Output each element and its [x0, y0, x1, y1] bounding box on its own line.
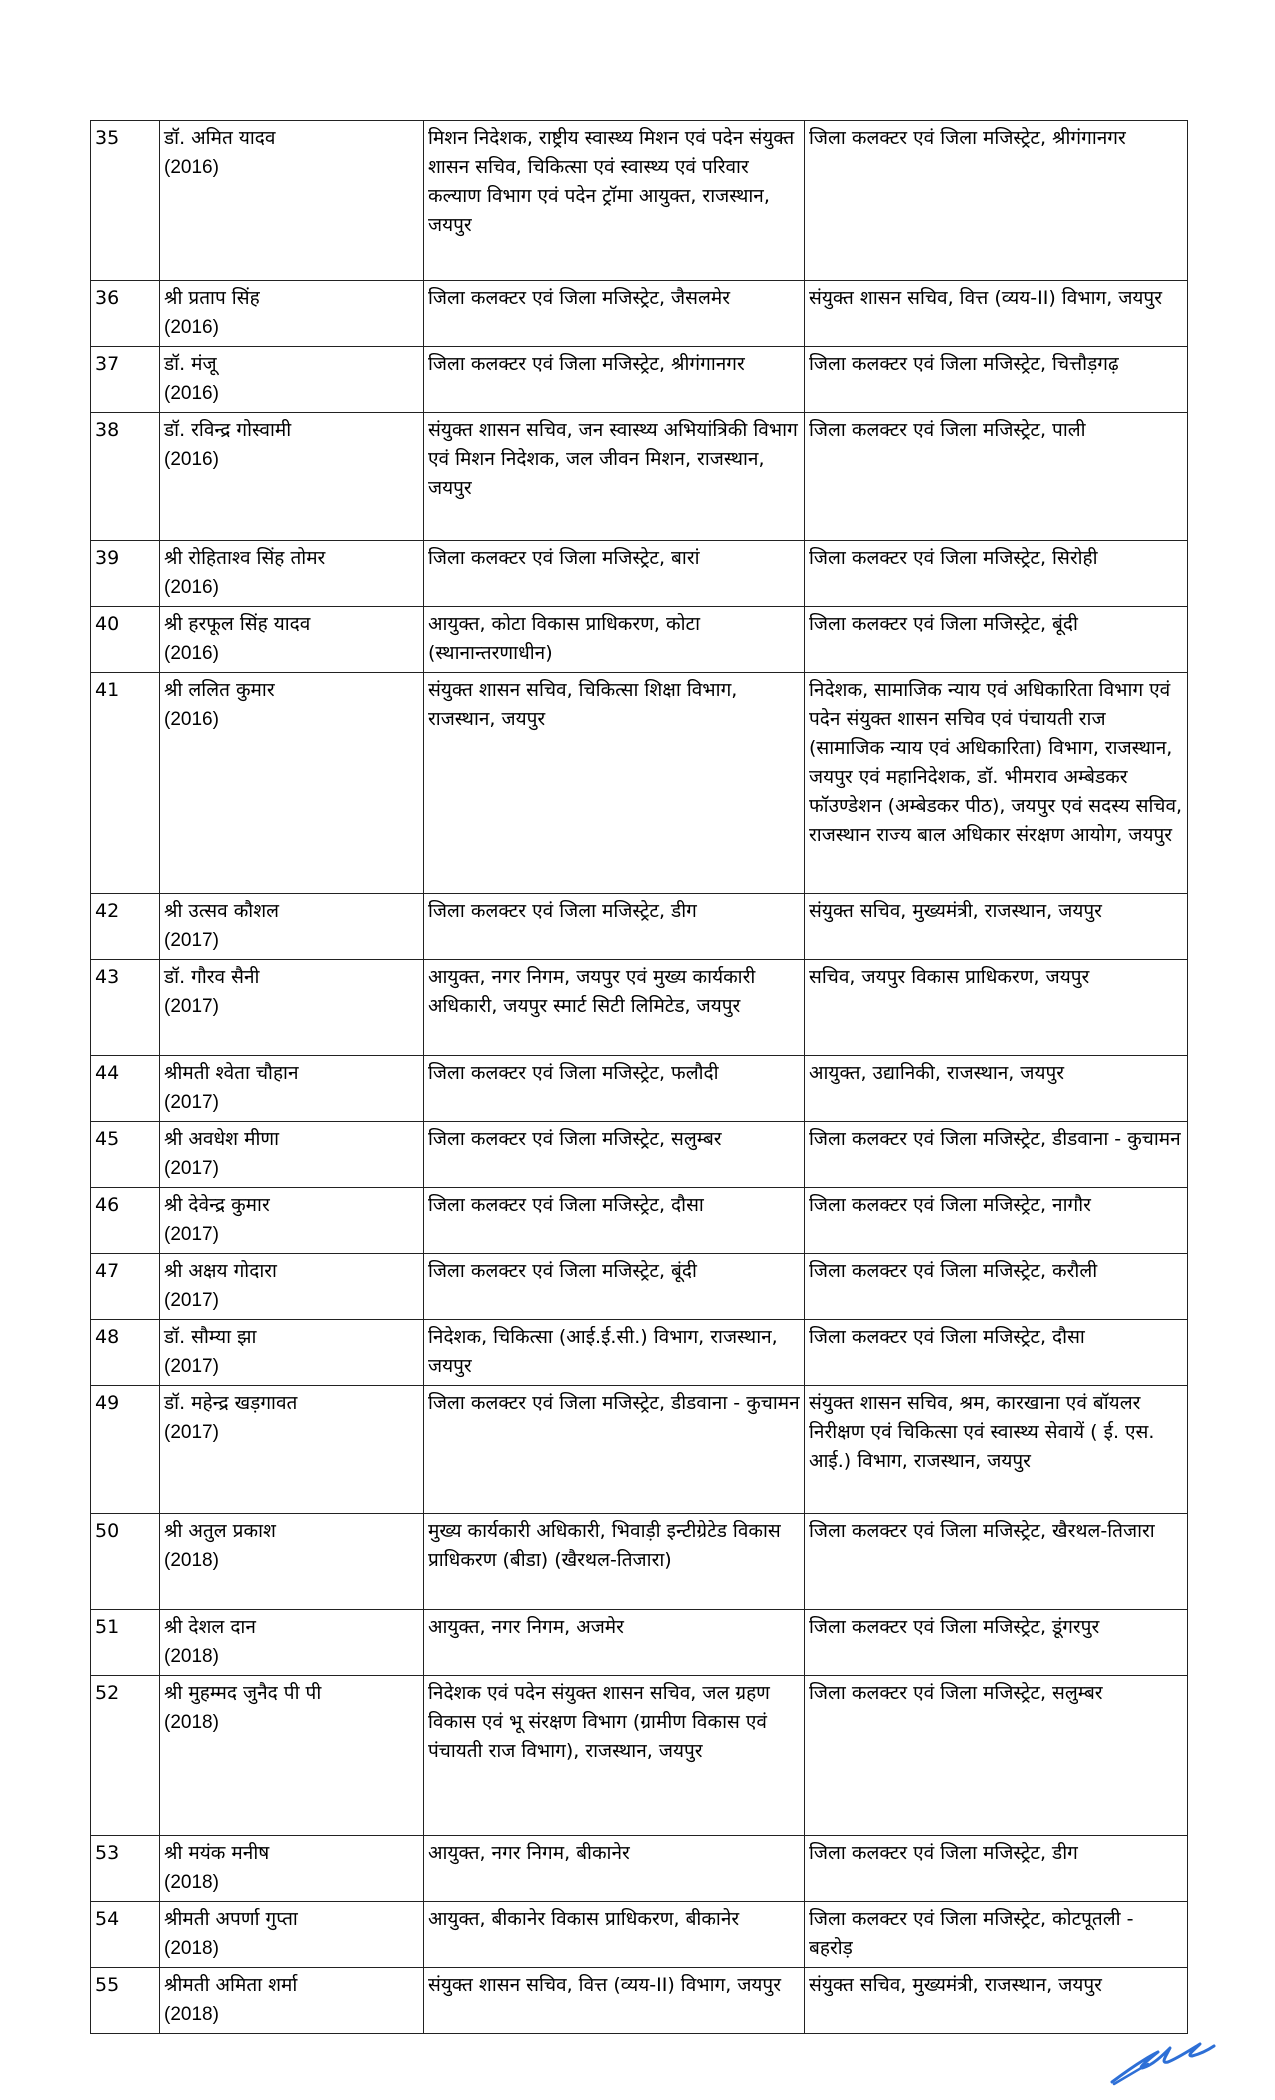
officer-name: श्री मुहम्मद जुनैद पी पी: [164, 1682, 322, 1704]
current-posting: जिला कलक्टर एवं जिला मजिस्ट्रेट, जैसलमेर: [424, 281, 805, 347]
new-posting: जिला कलक्टर एवं जिला मजिस्ट्रेट, चित्तौड़गढ़: [805, 347, 1188, 413]
table-row: [91, 1386, 1188, 1514]
current-posting: निदेशक एवं पदेन संयुक्त शासन सचिव, जल ग्रहण विकास एवं भू संरक्षण विभाग (ग्रामीण विकास एवं पंचायती राज विभाग), राजस्थान, जयपुर: [424, 1676, 805, 1836]
new-posting: जिला कलक्टर एवं जिला मजिस्ट्रेट, डीग: [805, 1836, 1188, 1902]
table-row: [91, 1056, 1188, 1122]
batch-year: (2018): [164, 1646, 219, 1667]
new-posting: जिला कलक्टर एवं जिला मजिस्ट्रेट, नागौर: [805, 1188, 1188, 1254]
serial-number: 45: [91, 1122, 160, 1188]
current-posting: जिला कलक्टर एवं जिला मजिस्ट्रेट, डीडवाना - कुचामन: [424, 1386, 805, 1514]
current-posting: मुख्य कार्यकारी अधिकारी, भिवाड़ी इन्टीग्रेटेड विकास प्राधिकरण (बीडा) (खैरथल-तिजारा): [424, 1514, 805, 1610]
officer-cell: [160, 960, 424, 1056]
current-posting: जिला कलक्टर एवं जिला मजिस्ट्रेट, सलुम्बर: [424, 1122, 805, 1188]
new-posting: जिला कलक्टर एवं जिला मजिस्ट्रेट, खैरथल-तिजारा: [805, 1514, 1188, 1610]
serial-number: 40: [91, 607, 160, 673]
officer-cell: [160, 673, 424, 894]
batch-year: (2018): [164, 1872, 219, 1893]
new-posting: जिला कलक्टर एवं जिला मजिस्ट्रेट, डीडवाना - कुचामन: [805, 1122, 1188, 1188]
serial-number: 47: [91, 1254, 160, 1320]
table-row: [91, 894, 1188, 960]
serial-number: 51: [91, 1610, 160, 1676]
table-row: [91, 347, 1188, 413]
officer-name: डॉ. महेन्द्र खड़गावत: [164, 1392, 298, 1414]
current-posting: जिला कलक्टर एवं जिला मजिस्ट्रेट, फलौदी: [424, 1056, 805, 1122]
officer-name: श्री अतुल प्रकाश: [164, 1520, 276, 1542]
new-posting: जिला कलक्टर एवं जिला मजिस्ट्रेट, दौसा: [805, 1320, 1188, 1386]
officer-name: डॉ. रविन्द्र गोस्वामी: [164, 419, 292, 441]
officer-name: श्री देशल दान: [164, 1616, 256, 1638]
officer-name: श्री उत्सव कौशल: [164, 900, 280, 922]
officer-cell: [160, 607, 424, 673]
officer-name: श्रीमती अमिता शर्मा: [164, 1974, 298, 1996]
new-posting: जिला कलक्टर एवं जिला मजिस्ट्रेट, सलुम्बर: [805, 1676, 1188, 1836]
table-row: [91, 413, 1188, 541]
table-row: [91, 1676, 1188, 1836]
current-posting: मिशन निदेशक, राष्ट्रीय स्वास्थ्य मिशन एवं पदेन संयुक्त शासन सचिव, चिकित्सा एवं स्वास्थ्य एवं परिवार कल्याण विभाग एवं पदेन ट्रॉमा आयुक्त, राजस्थान, जयपुर: [424, 121, 805, 281]
officer-name: श्री ललित कुमार: [164, 679, 275, 701]
officer-cell: [160, 121, 424, 281]
current-posting: जिला कलक्टर एवं जिला मजिस्ट्रेट, श्रीगंगानगर: [424, 347, 805, 413]
officer-cell: [160, 1188, 424, 1254]
serial-number: 53: [91, 1836, 160, 1902]
current-posting: संयुक्त शासन सचिव, चिकित्सा शिक्षा विभाग, राजस्थान, जयपुर: [424, 673, 805, 894]
officer-name: डॉ. सौम्या झा: [164, 1326, 257, 1348]
transfer-table-body: [91, 121, 1188, 2034]
new-posting: जिला कलक्टर एवं जिला मजिस्ट्रेट, श्रीगंगानगर: [805, 121, 1188, 281]
officer-name: श्री हरफूल सिंह यादव: [164, 613, 311, 635]
batch-year: (2017): [164, 1224, 219, 1245]
table-row: [91, 1122, 1188, 1188]
officer-name: श्री देवेन्द्र कुमार: [164, 1194, 270, 1216]
serial-number: 37: [91, 347, 160, 413]
new-posting: संयुक्त सचिव, मुख्यमंत्री, राजस्थान, जयपुर: [805, 1968, 1188, 2034]
batch-year: (2016): [164, 449, 219, 470]
new-posting: जिला कलक्टर एवं जिला मजिस्ट्रेट, डूंगरपुर: [805, 1610, 1188, 1676]
officer-name: डॉ. अमित यादव: [164, 127, 276, 149]
table-row: [91, 1902, 1188, 1968]
batch-year: (2016): [164, 157, 219, 178]
batch-year: (2016): [164, 643, 219, 664]
serial-number: 41: [91, 673, 160, 894]
officer-name: श्री प्रताप सिंह: [164, 287, 260, 309]
table-row: [91, 281, 1188, 347]
transfer-table: [90, 120, 1188, 2034]
batch-year: (2017): [164, 1356, 219, 1377]
new-posting: जिला कलक्टर एवं जिला मजिस्ट्रेट, पाली: [805, 413, 1188, 541]
officer-name: श्रीमती अपर्णा गुप्ता: [164, 1908, 298, 1930]
table-row: [91, 960, 1188, 1056]
officer-cell: [160, 1968, 424, 2034]
batch-year: (2018): [164, 2004, 219, 2025]
serial-number: 38: [91, 413, 160, 541]
serial-number: 44: [91, 1056, 160, 1122]
serial-number: 39: [91, 541, 160, 607]
officer-cell: [160, 894, 424, 960]
table-row: [91, 541, 1188, 607]
new-posting: सचिव, जयपुर विकास प्राधिकरण, जयपुर: [805, 960, 1188, 1056]
table-row: [91, 1254, 1188, 1320]
new-posting: जिला कलक्टर एवं जिला मजिस्ट्रेट, सिरोही: [805, 541, 1188, 607]
officer-name: श्री अवधेश मीणा: [164, 1128, 280, 1150]
batch-year: (2017): [164, 1422, 219, 1443]
officer-name: श्री मयंक मनीष: [164, 1842, 270, 1864]
current-posting: आयुक्त, कोटा विकास प्राधिकरण, कोटा (स्थानान्तरणाधीन): [424, 607, 805, 673]
officer-name: श्रीमती श्वेता चौहान: [164, 1062, 299, 1084]
new-posting: जिला कलक्टर एवं जिला मजिस्ट्रेट, बूंदी: [805, 607, 1188, 673]
officer-cell: [160, 1514, 424, 1610]
table-row: [91, 607, 1188, 673]
serial-number: 48: [91, 1320, 160, 1386]
officer-cell: [160, 1610, 424, 1676]
new-posting: आयुक्त, उद्यानिकी, राजस्थान, जयपुर: [805, 1056, 1188, 1122]
serial-number: 52: [91, 1676, 160, 1836]
serial-number: 35: [91, 121, 160, 281]
batch-year: (2017): [164, 1290, 219, 1311]
current-posting: जिला कलक्टर एवं जिला मजिस्ट्रेट, दौसा: [424, 1188, 805, 1254]
officer-cell: [160, 347, 424, 413]
batch-year: (2017): [164, 996, 219, 1017]
serial-number: 50: [91, 1514, 160, 1610]
officer-cell: [160, 1254, 424, 1320]
current-posting: निदेशक, चिकित्सा (आई.ई.सी.) विभाग, राजस्थान, जयपुर: [424, 1320, 805, 1386]
serial-number: 46: [91, 1188, 160, 1254]
table-row: [91, 1188, 1188, 1254]
batch-year: (2016): [164, 709, 219, 730]
current-posting: आयुक्त, नगर निगम, बीकानेर: [424, 1836, 805, 1902]
current-posting: जिला कलक्टर एवं जिला मजिस्ट्रेट, डीग: [424, 894, 805, 960]
current-posting: जिला कलक्टर एवं जिला मजिस्ट्रेट, बारां: [424, 541, 805, 607]
serial-number: 55: [91, 1968, 160, 2034]
officer-name: श्री अक्षय गोदारा: [164, 1260, 277, 1282]
serial-number: 43: [91, 960, 160, 1056]
table-row: [91, 1514, 1188, 1610]
table-row: [91, 1610, 1188, 1676]
officer-cell: [160, 281, 424, 347]
batch-year: (2016): [164, 577, 219, 598]
batch-year: (2018): [164, 1938, 219, 1959]
current-posting: आयुक्त, नगर निगम, अजमेर: [424, 1610, 805, 1676]
officer-cell: [160, 541, 424, 607]
serial-number: 49: [91, 1386, 160, 1514]
officer-name: डॉ. गौरव सैनी: [164, 966, 260, 988]
table-row: [91, 1836, 1188, 1902]
officer-cell: [160, 1676, 424, 1836]
officer-cell: [160, 1836, 424, 1902]
officer-cell: [160, 413, 424, 541]
batch-year: (2017): [164, 1092, 219, 1113]
signature-icon: [1108, 2038, 1218, 2086]
officer-cell: [160, 1386, 424, 1514]
officer-cell: [160, 1902, 424, 1968]
document-page: [90, 120, 1188, 2034]
new-posting: निदेशक, सामाजिक न्याय एवं अधिकारिता विभाग एवं पदेन संयुक्त शासन सचिव एवं पंचायती राज (सामाजिक न्याय एवं अधिकारिता) विभाग, राजस्थान, जयपुर एवं महानिदेशक, डॉ. भीमराव अम्बेडकर फॉउण्डेशन (अम्बेडकर पीठ), जयपुर एवं सदस्य सचिव, राजस्थान राज्य बाल अधिकार संरक्षण आयोग, जयपुर: [805, 673, 1188, 894]
new-posting: संयुक्त सचिव, मुख्यमंत्री, राजस्थान, जयपुर: [805, 894, 1188, 960]
new-posting: जिला कलक्टर एवं जिला मजिस्ट्रेट, करौली: [805, 1254, 1188, 1320]
new-posting: संयुक्त शासन सचिव, वित्त (व्यय-II) विभाग, जयपुर: [805, 281, 1188, 347]
current-posting: संयुक्त शासन सचिव, जन स्वास्थ्य अभियांत्रिकी विभाग एवं मिशन निदेशक, जल जीवन मिशन, राजस्थान, जयपुर: [424, 413, 805, 541]
officer-cell: [160, 1122, 424, 1188]
new-posting: संयुक्त शासन सचिव, श्रम, कारखाना एवं बॉयलर निरीक्षण एवं चिकित्सा एवं स्वास्थ्य सेवायें ( ई. एस. आई.) विभाग, राजस्थान, जयपुर: [805, 1386, 1188, 1514]
table-row: [91, 1968, 1188, 2034]
serial-number: 36: [91, 281, 160, 347]
current-posting: आयुक्त, नगर निगम, जयपुर एवं मुख्य कार्यकारी अधिकारी, जयपुर स्मार्ट सिटी लिमिटेड, जयपुर: [424, 960, 805, 1056]
batch-year: (2018): [164, 1712, 219, 1733]
batch-year: (2016): [164, 383, 219, 404]
officer-name: श्री रोहिताश्व सिंह तोमर: [164, 547, 326, 569]
serial-number: 42: [91, 894, 160, 960]
officer-cell: [160, 1056, 424, 1122]
current-posting: जिला कलक्टर एवं जिला मजिस्ट्रेट, बूंदी: [424, 1254, 805, 1320]
batch-year: (2017): [164, 1158, 219, 1179]
table-row: [91, 673, 1188, 894]
officer-name: डॉ. मंजू: [164, 353, 217, 375]
table-row: [91, 121, 1188, 281]
batch-year: (2018): [164, 1550, 219, 1571]
serial-number: 54: [91, 1902, 160, 1968]
officer-cell: [160, 1320, 424, 1386]
batch-year: (2016): [164, 317, 219, 338]
batch-year: (2017): [164, 930, 219, 951]
new-posting: जिला कलक्टर एवं जिला मजिस्ट्रेट, कोटपूतली - बहरोड़: [805, 1902, 1188, 1968]
current-posting: आयुक्त, बीकानेर विकास प्राधिकरण, बीकानेर: [424, 1902, 805, 1968]
current-posting: संयुक्त शासन सचिव, वित्त (व्यय-II) विभाग, जयपुर: [424, 1968, 805, 2034]
table-row: [91, 1320, 1188, 1386]
